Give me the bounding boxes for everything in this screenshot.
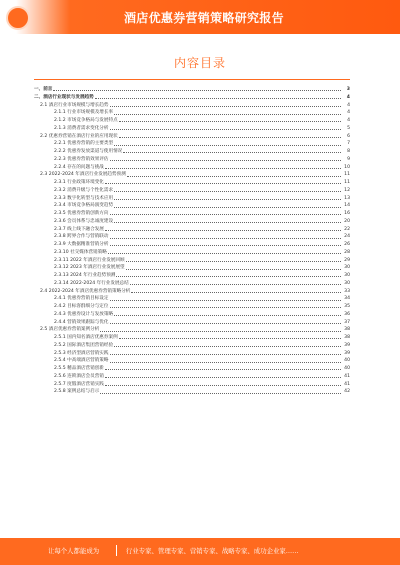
- toc-entry-title: 2.3.3 数字化转型与技术应用: [54, 195, 114, 201]
- toc-entry-page: 14: [344, 203, 350, 209]
- toc-entry-page: 30: [344, 280, 350, 286]
- toc-entry[interactable]: [34, 257, 350, 265]
- toc-divider: [34, 79, 350, 80]
- toc-entry-title: 2.2.4 存在的问题与挑战: [54, 164, 104, 170]
- toc-entry[interactable]: [34, 187, 350, 195]
- toc-entry[interactable]: [34, 226, 350, 234]
- toc-entry[interactable]: [34, 381, 350, 389]
- toc-leader-dots: [114, 145, 341, 146]
- toc-entry-page: 40: [344, 366, 350, 371]
- toc-entry[interactable]: [34, 179, 350, 187]
- toc-leader-dots: [114, 191, 341, 192]
- toc-entry-page: 8: [347, 149, 350, 154]
- toc-entry[interactable]: [34, 272, 350, 280]
- toc-entry-title: 2.2.3 优惠券营销效果评估: [54, 156, 109, 162]
- toc-entry[interactable]: [34, 125, 350, 133]
- toc-entry-page: 30: [344, 273, 350, 278]
- toc-leader-dots: [131, 292, 341, 293]
- toc-leader-dots: [105, 230, 341, 231]
- toc-entry[interactable]: [34, 249, 350, 257]
- toc-entry-title: 2.5 酒店优惠券营销案例分析: [40, 327, 100, 333]
- toc-entry[interactable]: [34, 117, 350, 125]
- toc-leader-dots: [110, 129, 342, 130]
- toc-leader-dots: [108, 253, 341, 254]
- toc-entry[interactable]: [34, 140, 350, 148]
- toc-entry-title: 2.3.7 线上线下融合发展: [54, 226, 104, 232]
- toc-entry[interactable]: [34, 388, 350, 396]
- toc-leader-dots: [114, 315, 341, 316]
- toc-entry-title: 2.3.9 大数据精准营销分析: [54, 242, 109, 247]
- toc-entry[interactable]: [34, 295, 350, 303]
- toc-leader-dots: [105, 385, 341, 386]
- toc-entry-title: 二、酒店行业现状与发展趋势: [34, 94, 94, 100]
- toc-entry-title: 2.2 优惠券营销在酒店行业的应用现状: [40, 133, 118, 139]
- toc-entry[interactable]: [34, 164, 350, 172]
- toc-leader-dots: [126, 269, 341, 270]
- toc-leader-dots: [100, 331, 341, 332]
- toc-entry[interactable]: [34, 350, 350, 358]
- brand-logo-icon: [6, 6, 30, 30]
- toc-leader-dots: [130, 284, 341, 285]
- toc-leader-dots: [105, 369, 341, 370]
- toc-entry-title: 2.3 2022-2024 年酒店行业发展趋势预测: [40, 172, 126, 178]
- toc-entry-title: 2.5.6 连锁酒店会员营销: [54, 373, 104, 379]
- toc-entry[interactable]: [34, 373, 350, 381]
- toc-entry-page: 34: [344, 296, 350, 302]
- toc-leader-dots: [114, 114, 341, 115]
- toc-entry[interactable]: [34, 288, 350, 296]
- toc-entry-page: 10: [344, 164, 350, 170]
- toc-entry-page: 41: [344, 381, 350, 387]
- toc-entry[interactable]: [34, 86, 350, 94]
- toc-leader-dots: [105, 183, 341, 184]
- toc-entry[interactable]: [34, 311, 350, 319]
- toc-entry[interactable]: [34, 133, 350, 141]
- toc-entry[interactable]: [34, 218, 350, 226]
- toc-entry-title: 2.5.4 中高端酒店营销策略: [54, 358, 109, 364]
- toc-leader-dots: [114, 222, 341, 223]
- toc-entry[interactable]: [34, 156, 350, 164]
- toc-entry-title: 2.4.2 目标客群细分与定位: [54, 304, 109, 309]
- toc-leader-dots: [110, 354, 342, 355]
- toc-leader-dots: [110, 245, 342, 246]
- toc-leader-dots: [105, 377, 341, 378]
- toc-entry[interactable]: [34, 195, 350, 203]
- toc-entry-page: 4: [346, 94, 350, 100]
- toc-entry-title: 2.1.1 行业市场规模及增长率: [54, 110, 114, 116]
- footer-banner: [0, 538, 400, 565]
- toc-entry-page: 30: [344, 265, 350, 271]
- toc-entry[interactable]: [34, 342, 350, 350]
- toc-entry-page: 4: [347, 110, 350, 116]
- toc-entry-title: 2.5.3 经济型酒店营销实践: [54, 350, 109, 356]
- toc-entry-page: 38: [344, 335, 350, 340]
- toc-entry-page: 11: [344, 172, 350, 178]
- toc-entry-page: 29: [344, 257, 350, 263]
- toc-leader-dots: [110, 307, 342, 308]
- toc-entry-title: 2.3.5 优惠券营销创新方向: [54, 211, 109, 216]
- toc-entry-title: 2.3.11 2022 年酒店行业发展回顾: [54, 257, 125, 263]
- toc-entry[interactable]: [34, 241, 350, 249]
- toc-entry-title: 2.3.2 消费升级与个性化需求: [54, 187, 114, 193]
- toc-leader-dots: [110, 362, 342, 363]
- toc-entry-title: 2.3.14 2022-2024 年行业发展总结: [54, 280, 129, 286]
- toc-entry-title: 2.3.1 行业政策环境变化: [54, 180, 104, 185]
- toc-entry-title: 2.1.3 消费者需求变化分析: [54, 125, 109, 131]
- toc-entry-title: 2.5.5 精品酒店营销创新: [54, 366, 104, 371]
- toc-entry[interactable]: [34, 264, 350, 272]
- toc-entry-title: 2.3.13 2024 年行业趋势预测: [54, 273, 116, 278]
- toc-leader-dots: [123, 152, 341, 153]
- toc-entry-title: 2.1.2 市场竞争格局与发展特点: [54, 118, 118, 123]
- toc-leader-dots: [53, 90, 341, 91]
- toc-entry[interactable]: [34, 357, 350, 365]
- toc-entry-title: 2.4.3 优惠券设计与发放策略: [54, 311, 114, 317]
- toc-leader-dots: [105, 168, 341, 169]
- toc-entry-page: 26: [344, 242, 350, 247]
- toc-leader-dots: [110, 106, 342, 107]
- toc-leader-dots: [114, 199, 341, 200]
- toc-entry-title: 2.1 酒店行业市场规模与增长趋势: [40, 102, 109, 108]
- toc-entry-title: 2.2.1 优惠券营销的主要类型: [54, 141, 114, 147]
- toc-leader-dots: [110, 214, 342, 215]
- toc-leader-dots: [95, 98, 341, 99]
- toc-entry-page: 39: [344, 350, 350, 356]
- toc-entry-title: 一、前言: [34, 87, 53, 92]
- toc-entry[interactable]: [34, 109, 350, 117]
- toc-entry-page: 7: [347, 141, 350, 147]
- toc-entry-title: 2.3.4 市场竞争格局演变趋势: [54, 203, 114, 209]
- toc-entry-title: 2.5.2 国际酒店集团营销经验: [54, 342, 114, 348]
- toc-leader-dots: [100, 393, 341, 394]
- table-of-contents: [34, 86, 350, 538]
- toc-leader-dots: [119, 121, 341, 122]
- toc-entry-page: 11: [344, 180, 350, 185]
- toc-entry[interactable]: [34, 210, 350, 218]
- toc-entry-page: 4: [347, 118, 350, 123]
- toc-entry[interactable]: [34, 334, 350, 342]
- toc-entry-page: 16: [344, 211, 350, 216]
- toc-entry-page: 42: [344, 389, 350, 395]
- toc-entry-page: 37: [344, 319, 350, 325]
- footer-roles: 行业专家、管理专家、营销专家、战略专家、成功企业家……: [126, 547, 299, 555]
- toc-entry-page: 13: [344, 195, 350, 201]
- toc-leader-dots: [126, 261, 341, 262]
- footer-slogan: 让每个人都能成为: [48, 547, 100, 555]
- toc-entry-title: 2.3.8 跨界合作与营销联动: [54, 234, 109, 240]
- toc-entry-page: 9: [347, 156, 350, 162]
- toc-entry-page: 35: [344, 304, 350, 309]
- toc-entry[interactable]: [34, 365, 350, 373]
- toc-entry[interactable]: [34, 202, 350, 210]
- toc-entry[interactable]: [34, 319, 350, 327]
- toc-entry-title: 2.5.1 国内知名酒店优惠券案例: [54, 335, 118, 340]
- toc-entry-page: 4: [347, 102, 350, 108]
- toc-entry-page: 5: [347, 125, 350, 131]
- toc-leader-dots: [110, 323, 342, 324]
- toc-leader-dots: [114, 207, 341, 208]
- toc-entry-title: 2.3.12 2023 年酒店行业发展展望: [54, 265, 125, 271]
- toc-entry-title: 2.3.6 会员体系与忠诚度建设: [54, 218, 114, 224]
- toc-entry-page: 12: [344, 187, 350, 193]
- toc-leader-dots: [119, 137, 341, 138]
- toc-leader-dots: [119, 338, 341, 339]
- toc-heading: 内容目录: [173, 56, 226, 70]
- toc-leader-dots: [110, 300, 342, 301]
- toc-leader-dots: [127, 176, 341, 177]
- toc-entry[interactable]: [34, 303, 350, 311]
- toc-entry-page: 41: [344, 373, 350, 379]
- toc-entry-title: 2.4 2022-2024 年酒店优惠券营销策略分析: [40, 288, 131, 294]
- toc-entry-title: 2.4.4 营销效果跟踪与优化: [54, 319, 109, 325]
- toc-entry[interactable]: [34, 233, 350, 241]
- toc-entry-page: 39: [344, 342, 350, 348]
- toc-entry-page: 40: [344, 358, 350, 364]
- toc-entry-title: 2.2.2 优惠券发放渠道与使用情况: [54, 149, 123, 154]
- toc-entry-page: 28: [344, 249, 350, 255]
- footer-divider: [116, 545, 117, 556]
- toc-entry-page: 33: [344, 288, 350, 294]
- header-banner: [0, 0, 400, 34]
- toc-leader-dots: [114, 346, 341, 347]
- toc-entry-title: 2.5.8 案例总结与启示: [54, 389, 100, 395]
- toc-entry[interactable]: [34, 94, 350, 102]
- toc-entry-page: 36: [344, 311, 350, 317]
- toc-entry[interactable]: [34, 326, 350, 334]
- toc-entry-page: 20: [344, 218, 350, 224]
- toc-entry-title: 2.4.1 优惠券营销目标设定: [54, 296, 109, 302]
- toc-entry-title: 2.5.7 度假酒店营销实践: [54, 381, 104, 387]
- toc-entry-page: 6: [347, 133, 350, 139]
- toc-leader-dots: [110, 238, 342, 239]
- toc-entry-title: 2.3.10 社交媒体营销策略: [54, 249, 107, 255]
- toc-entry-page: 3: [346, 87, 350, 92]
- toc-entry-page: 22: [344, 226, 350, 232]
- toc-leader-dots: [110, 160, 342, 161]
- toc-entry-page: 38: [344, 327, 350, 333]
- toc-entry[interactable]: [34, 280, 350, 288]
- document-title: 酒店优惠券营销策略研究报告: [124, 11, 284, 25]
- toc-entry-page: 24: [344, 234, 350, 240]
- toc-entry[interactable]: [34, 171, 350, 179]
- toc-entry[interactable]: [34, 102, 350, 110]
- toc-entry[interactable]: [34, 148, 350, 156]
- toc-leader-dots: [116, 276, 341, 277]
